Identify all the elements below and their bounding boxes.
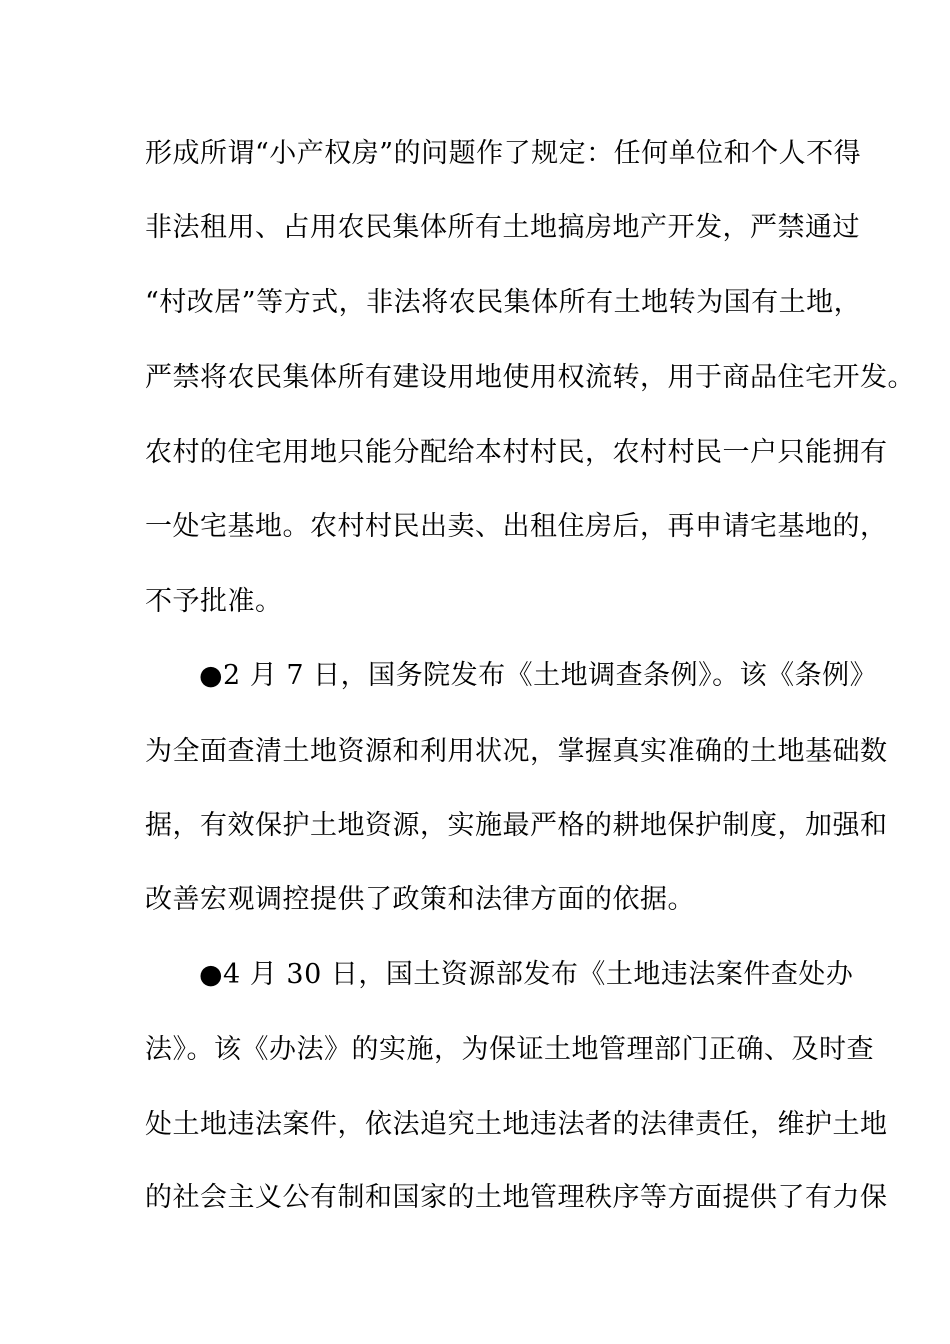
paragraph-line: 处土地违法案件，依法追究土地违法者的法律责任，维护土地	[145, 1109, 888, 1140]
paragraph-line: 严禁将农民集体所有建设用地使用权流转，用于商品住宅开发。	[145, 362, 915, 393]
paragraph-line: 农村的住宅用地只能分配给本村村民，农村村民一户只能拥有	[145, 437, 888, 468]
paragraph-line: 形成所谓“小产权房”的问题作了规定：任何单位和个人不得	[145, 138, 862, 169]
paragraph-line: 不予批准。	[145, 586, 283, 617]
paragraph-line: “村改居”等方式，非法将农民集体所有土地转为国有土地，	[145, 287, 862, 318]
paragraph-line: 法》。该《办法》的实施，为保证土地管理部门正确、及时查	[145, 1034, 874, 1065]
paragraph-line: 改善宏观调控提供了政策和法律方面的依据。	[145, 884, 695, 915]
paragraph-line: 的社会主义公有制和国家的土地管理秩序等方面提供了有力保	[145, 1182, 888, 1213]
paragraph-line: 非法租用、占用农民集体所有土地搞房地产开发，严禁通过	[145, 212, 860, 243]
bullet-paragraph-line: ●4 月 30 日，国土资源部发布《土地违法案件查处办	[199, 959, 854, 990]
paragraph-line: 为全面查清土地资源和利用状况，掌握真实准确的土地基础数	[145, 736, 888, 767]
paragraph-line: 据，有效保护土地资源，实施最严格的耕地保护制度，加强和	[145, 810, 888, 841]
bullet-paragraph-line: ●2 月 7 日，国务院发布《土地调查条例》。该《条例》	[199, 660, 878, 691]
paragraph-line: 一处宅基地。农村村民出卖、出租住房后，再申请宅基地的，	[145, 511, 888, 542]
